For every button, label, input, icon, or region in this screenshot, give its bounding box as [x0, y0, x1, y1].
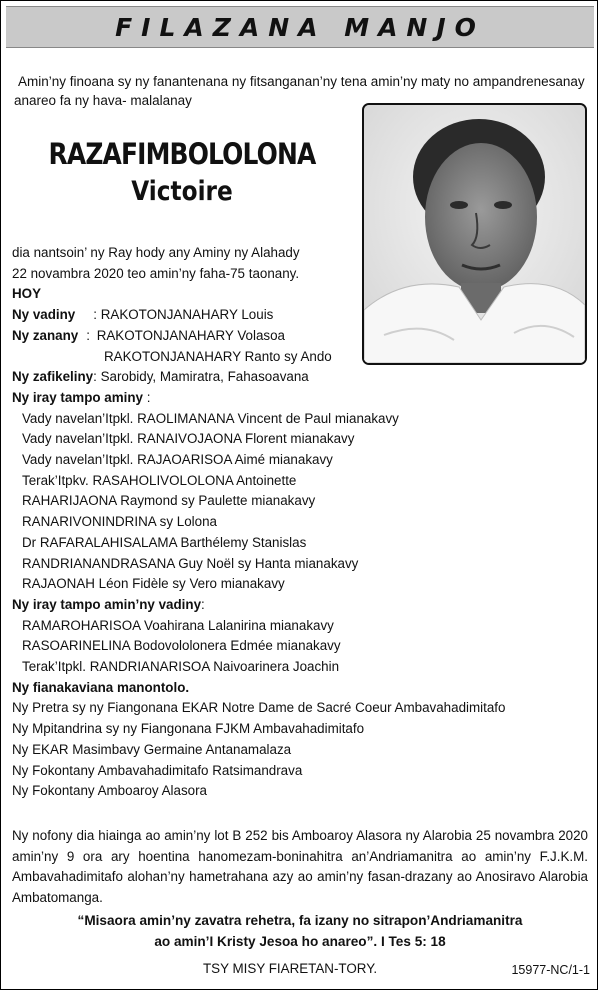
zanany-value: RAKOTONJANAHARY Volasoa: [96, 327, 285, 343]
quote-line-1: “Misaora amin’ny zavatra rehetra, fa izany no sitrapon’Andriamanitra: [77, 913, 523, 928]
list-item: RASOARINELINA Bodovololonera Edmée mianakavy: [22, 638, 341, 654]
list-item: Ny Fokontany Amboaroy Alasora: [12, 783, 208, 799]
tampo-vadiny-label: Ny iray tampo amin’ny vadiny: [12, 596, 202, 612]
announcement-line-1: dia nantsoin’ ny Ray hody any Aminy ny Alahady: [12, 245, 300, 260]
page-title: FILAZANA MANJO: [6, 6, 594, 48]
tampo-vadiny-heading: Ny iray tampo amin’ny vadiny:: [12, 596, 205, 612]
zafikeliny-label: Ny zafikeliny: [12, 369, 94, 385]
announcement-line-2: 22 novambra 2020 teo amin’ny faha-75 taonany.: [12, 265, 300, 281]
list-item: Vady navelan’Itpkl. RANAIVOJAONA Florent mianakavy: [22, 431, 355, 447]
list-item: Ny Fokontany Ambavahadimitafo Ratsimandrava: [12, 762, 303, 778]
deceased-surname: RAZAFIMBOLOLONA: [48, 137, 316, 171]
list-item: Terak’Itpkl. RANDRIANARISOA Naivoarinera Joachin: [22, 659, 340, 675]
list-item: Terak’Itpkv. RASAHOLIVOLOLONA Antoinette: [22, 472, 297, 488]
quote-line-2: ao amin’I Kristy Jesoa ho anareo”. I Tes 5: 18: [154, 934, 446, 949]
zafikeliny-value: Sarobidy, Mamiratra, Fahasoavana: [100, 369, 309, 385]
zanany-value: RAKOTONJANAHARY Ranto sy Ando: [104, 348, 332, 364]
list-item: Ny Pretra sy ny Fiangonana EKAR Notre Dame de Sacré Coeur Ambavahadimitafo: [12, 700, 506, 716]
list-item: RAHARIJAONA Raymond sy Paulette mianakavy: [22, 493, 316, 509]
list-item: Vady navelan’Itpkl. RAOLIMANANA Vincent de Paul mianakavy: [22, 410, 399, 426]
bible-quote: [12, 910, 588, 952]
list-item: RANDRIANANDRASANA Guy Noël sy Hanta mianakavy: [22, 555, 359, 571]
list-item: RAMAROHARISOA Voahirana Lalanirina mianakavy: [22, 617, 334, 633]
list-item: RAJAONAH Léon Fidèle sy Vero mianakavy: [22, 576, 285, 592]
list-item: RANARIVONINDRINA sy Lolona: [22, 514, 217, 530]
zafikeliny-row: Ny zafikeliny: Sarobidy, Mamiratra, Fahasoavana: [12, 369, 309, 385]
list-item: Ny EKAR Masimbavy Germaine Antanamalaza: [12, 741, 292, 757]
list-item: Dr RAFARALAHISALAMA Barthélemy Stanislas: [22, 534, 307, 550]
vadiny-value: RAKOTONJANAHARY Louis: [100, 307, 274, 323]
funeral-details: Ny nofony dia hiainga ao amin’ny lot B 252 bis Amboaroy Alasora ny Alarobia 25 novambra 2020 amin’ny 9 ora ary hoentina hanomezam-boninahitra an’Andriamanitra ao amin’ny F.J.K.M. Ambavahadimitafo alohan’ny hametrahana azy ao amin’ny fasan-drazany ao Anosiravo Alarobia Ambatomanga.: [12, 828, 588, 905]
vadiny-row: Ny vadiny : RAKOTONJANAHARY Louis: [12, 307, 274, 323]
intro-text: Amin’ny finoana sy ny fanantenana ny fitsanganan’ny tena amin’ny maty no ampandrenesanay anareo fa ny hava- malalanay: [14, 74, 585, 108]
tampo-aminy-label: Ny iray tampo aminy: [12, 389, 143, 405]
zanany-row: Ny zanany : RAKOTONJANAHARY Volasoa: [12, 327, 285, 343]
list-item: Ny Mpitandrina sy ny Fiangonana FJKM Ambavahadimitafo: [12, 721, 365, 737]
tampo-aminy-heading: Ny iray tampo aminy :: [12, 389, 151, 405]
vadiny-label: Ny vadiny: [12, 307, 76, 323]
list-item: Vady navelan’Itpkl. RAJAOARISOA Aimé mianakavy: [22, 452, 333, 468]
zanany-label: Ny zanany: [12, 327, 79, 343]
deceased-firstname: Victoire: [131, 176, 233, 207]
reference-number: 15977-NC/1-1: [511, 963, 590, 977]
hoy-heading: HOY: [12, 286, 42, 302]
deceased-name: [12, 136, 352, 212]
fianakaviana-heading: Ny fianakaviana manontolo.: [12, 679, 190, 695]
notice-body: [12, 243, 592, 802]
footer-notice: TSY MISY FIARETAN-TORY.: [203, 961, 378, 976]
